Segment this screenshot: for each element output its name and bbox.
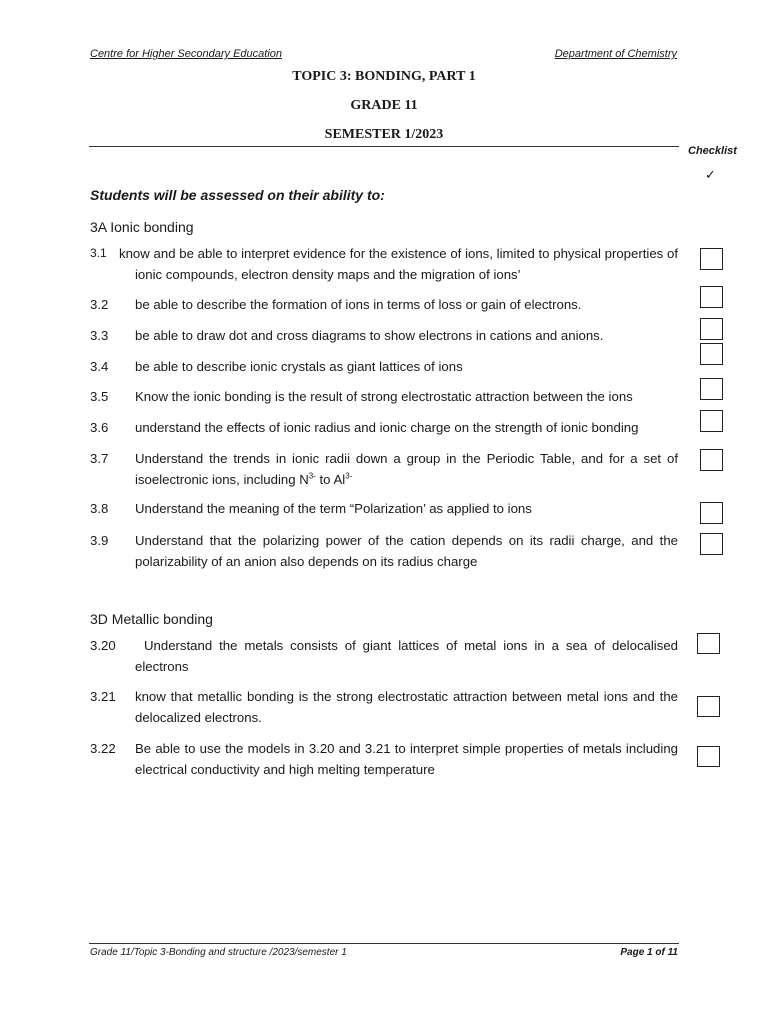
checkbox-3-20[interactable] xyxy=(697,633,720,654)
checkbox-3-5[interactable] xyxy=(700,378,723,400)
checkbox-3-22[interactable] xyxy=(697,746,720,767)
section-ionic-bonding: 3A Ionic bonding xyxy=(90,219,194,235)
superscript: 3- xyxy=(345,471,353,481)
item-number: 3.5 xyxy=(90,389,109,404)
list-item xyxy=(90,417,678,438)
item-text: know and be able to interpret evidence for the existence of ions, limited to physical properties of ionic compounds, electron density maps and the migration of ions’ xyxy=(119,246,678,282)
list-item xyxy=(90,325,678,346)
item-text: be able to draw dot and cross diagrams to show electrons in cations and anions. xyxy=(135,328,604,343)
checkbox-3-1[interactable] xyxy=(700,248,723,270)
item-number: 3.2 xyxy=(90,297,109,312)
title-rule xyxy=(89,146,679,147)
page-number: Page 1 of 11 xyxy=(620,947,678,958)
intro-text: Students will be assessed on their ability to: xyxy=(90,187,385,203)
item-number: 3.3 xyxy=(90,328,109,343)
item-text xyxy=(135,448,678,490)
item-number: 3.1 xyxy=(90,246,107,260)
checkbox-3-21[interactable] xyxy=(697,696,720,717)
superscript: 3- xyxy=(308,471,316,481)
list-item xyxy=(90,294,678,315)
item-number: 3.4 xyxy=(90,359,109,374)
list-item xyxy=(90,243,678,285)
item-text: be able to describe the formation of ions in terms of loss or gain of electrons. xyxy=(135,297,582,312)
header-right: Department of Chemistry xyxy=(554,48,677,60)
list-item xyxy=(90,635,678,677)
list-item xyxy=(90,498,678,519)
item-number: 3.7 xyxy=(90,451,109,466)
footer-left: Grade 11/Topic 3-Bonding and structure /2023/semester 1 xyxy=(90,947,347,958)
grade-title: GRADE 11 xyxy=(350,98,418,113)
item-text: be able to describe ionic crystals as giant lattices of ions xyxy=(135,359,463,374)
checklist-label: Checklist xyxy=(688,145,737,157)
item-text: Understand the metals consists of giant lattices of metal ions in a sea of delocalised electrons xyxy=(135,638,678,674)
item-text: Be able to use the models in 3.20 and 3.21 to interpret simple properties of metals including electrical conductivity and high melting temperature xyxy=(135,741,678,777)
list-item xyxy=(90,738,678,780)
item-number: 3.9 xyxy=(90,533,109,548)
list-item xyxy=(90,356,678,377)
item-text: Know the ionic bonding is the result of strong electrostatic attraction between the ions xyxy=(135,389,633,404)
item-text: Understand the meaning of the term “Polarization’ as applied to ions xyxy=(135,501,532,516)
item-number: 3.6 xyxy=(90,420,109,435)
semester-title: SEMESTER 1/2023 xyxy=(324,127,444,142)
topic-title: TOPIC 3: BONDING, PART 1 xyxy=(292,69,476,84)
item-text-main: Understand the trends in ionic radii down a group in the Periodic Table, and for a set of isoelectronic ions, including N xyxy=(135,451,678,487)
item-text-mid: to Al xyxy=(315,472,346,487)
checkbox-3-8[interactable] xyxy=(700,502,723,524)
item-number: 3.21 xyxy=(90,689,116,704)
header-left: Centre for Higher Secondary Education xyxy=(90,48,282,60)
item-number: 3.20 xyxy=(90,638,116,653)
list-item xyxy=(90,530,678,572)
checkbox-3-6[interactable] xyxy=(700,410,723,432)
item-number: 3.22 xyxy=(90,741,116,756)
checkbox-3-2[interactable] xyxy=(700,286,723,308)
item-text: know that metallic bonding is the strong electrostatic attraction between metal ions and the delocalized electrons. xyxy=(135,689,678,725)
list-item xyxy=(90,386,678,407)
checkmark-icon: ✓ xyxy=(705,167,716,182)
item-text: understand the effects of ionic radius and ionic charge on the strength of ionic bonding xyxy=(135,420,639,435)
item-text: Understand that the polarizing power of the cation depends on its radii charge, and the polarizability of an anion also depends on its radius charge xyxy=(135,533,678,569)
list-item xyxy=(90,686,678,728)
section-metallic-bonding: 3D Metallic bonding xyxy=(90,611,213,627)
checkbox-3-7[interactable] xyxy=(700,449,723,471)
checkbox-3-3[interactable] xyxy=(700,318,723,340)
footer-rule xyxy=(89,943,679,944)
checkbox-3-9[interactable] xyxy=(700,533,723,555)
item-number: 3.8 xyxy=(90,501,109,516)
list-item xyxy=(90,448,678,490)
checkbox-3-4[interactable] xyxy=(700,343,723,365)
